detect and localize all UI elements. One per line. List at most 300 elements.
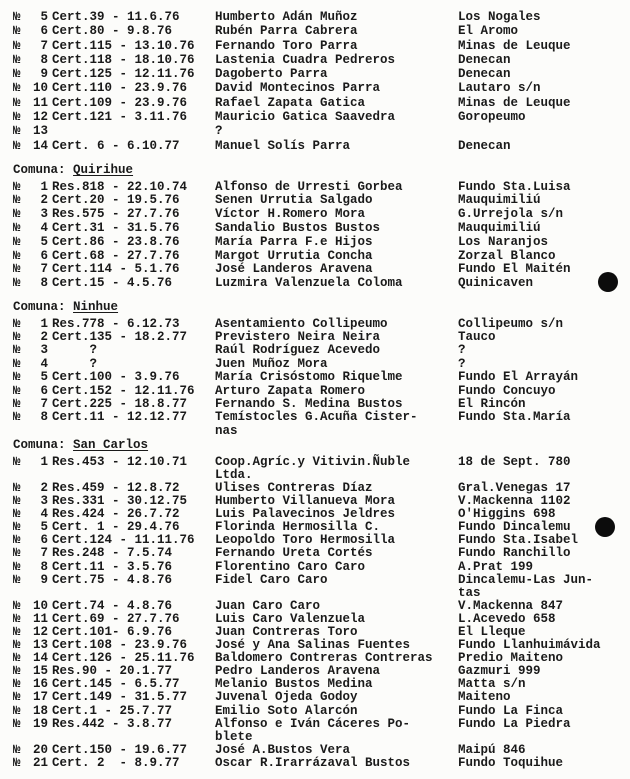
cert-reference: Res.778 - 6.12.73 (52, 316, 180, 331)
row-number-cell (13, 53, 52, 67)
comuna-section-quirihue (13, 164, 630, 291)
registry-row (13, 53, 630, 67)
location: ? (458, 343, 466, 358)
holder-name-cell (215, 208, 458, 222)
holder-name-cell (215, 757, 458, 770)
holder-name-cell (215, 222, 458, 236)
holder-name: Juvenal Ojeda Godoy (215, 690, 358, 705)
row-number-cell (13, 385, 52, 398)
cert-reference: Cert.68 - 27.7.76 (52, 248, 180, 263)
comuna-name: Ninhue (73, 299, 119, 314)
cert-reference: Cert.225 - 18.8.77 (52, 396, 188, 411)
holder-name: Emilio Soto Alarcón (215, 703, 358, 718)
row-number-cell (13, 318, 52, 331)
registry-row (13, 10, 630, 24)
row-number: 5 (40, 10, 48, 24)
location: Los Naranjos (458, 234, 549, 249)
location: Fundo La Finca (458, 703, 564, 718)
row-number-cell (13, 181, 52, 195)
row-number-cell (13, 39, 52, 53)
row-number: 2 (40, 480, 48, 495)
location: Fundo Dincalemu (458, 520, 571, 535)
numero-sign: № (13, 52, 21, 67)
row-number: 19 (32, 716, 48, 731)
holder-name: Temístocles G.Acuña Cister- (215, 410, 418, 425)
holder-name: Ltda. (215, 467, 253, 482)
location: Maiteno (458, 690, 511, 705)
registry-rows (13, 181, 630, 291)
registry-rows (13, 456, 630, 770)
registry-row (13, 124, 630, 138)
location-cell (458, 331, 630, 344)
numero-sign: № (13, 664, 21, 679)
location-cell (458, 222, 630, 236)
holder-name: Fernando Ureta Cortés (215, 546, 373, 561)
location-cell (458, 139, 630, 153)
location: Denecan (458, 67, 511, 82)
registry-row (13, 718, 630, 744)
location-cell (458, 10, 630, 24)
location: Collipeumo s/n (458, 316, 564, 331)
numero-sign: № (13, 276, 21, 291)
location: El Rincón (458, 396, 526, 411)
location: Denecan (458, 52, 511, 67)
numero-sign: № (13, 677, 21, 692)
cert-reference: Cert.109 - 23.9.76 (52, 95, 188, 110)
registry-row (13, 358, 630, 371)
registry-row (13, 331, 630, 344)
cert-reference: Cert.74 - 4.8.76 (52, 598, 173, 613)
numero-sign: № (13, 611, 21, 626)
location-cell (458, 358, 630, 371)
location: Minas de Leuque (458, 95, 571, 110)
holder-name: Alfonso de Urresti Gorbea (215, 179, 403, 194)
registry-row (13, 67, 630, 81)
location: V.Mackenna 1102 (458, 494, 571, 509)
registry-row (13, 691, 630, 704)
cert-reference: Cert.114 - 5.1.76 (52, 262, 180, 277)
row-number: 4 (40, 356, 48, 371)
numero-sign: № (13, 329, 21, 344)
registry-row (13, 411, 630, 438)
row-number: 10 (32, 598, 48, 613)
row-number: 13 (32, 124, 48, 139)
row-number-cell (13, 705, 52, 718)
cert-reference: Cert.150 - 19.6.77 (52, 742, 188, 757)
location: L.Acevedo 658 (458, 611, 556, 626)
row-number-cell (13, 456, 52, 469)
cert-reference: Cert.100 - 3.9.76 (52, 370, 180, 385)
cert-reference: Res.248 - 7.5.74 (52, 546, 173, 561)
registry-row (13, 81, 630, 95)
holder-name: Leopoldo Toro Hermosilla (215, 533, 396, 548)
holder-name: Fidel Caro Caro (215, 572, 328, 587)
holder-name: Ulises Contreras Díaz (215, 480, 373, 495)
numero-sign: № (13, 546, 21, 561)
location: Fundo Llanhuimávida (458, 638, 601, 653)
cert-reference: Cert.101- 6.9.76 (52, 625, 173, 639)
location-cell (458, 67, 630, 81)
row-number-cell (13, 263, 52, 277)
location: Lautaro s/n (458, 81, 541, 96)
numero-sign: № (13, 480, 21, 495)
holder-name: Margot Urrutia Concha (215, 248, 373, 263)
row-number: 18 (32, 703, 48, 718)
registry-row (13, 705, 630, 718)
numero-sign: № (13, 67, 21, 82)
holder-name: Juan Contreras Toro (215, 625, 358, 639)
row-number: 7 (40, 396, 48, 411)
holder-name-cell (215, 24, 458, 38)
holder-name: Víctor H.Romero Mora (215, 207, 366, 222)
cert-reference: ? (52, 343, 98, 358)
holder-name: María Parra F.e Hijos (215, 234, 373, 249)
row-number: 14 (32, 138, 48, 153)
location: Matta s/n (458, 677, 526, 692)
holder-name: Luis Caro Valenzuela (215, 611, 366, 626)
numero-sign: № (13, 625, 21, 639)
numero-sign: № (13, 454, 21, 469)
cert-reference: Cert.115 - 13.10.76 (52, 38, 195, 53)
row-number: 7 (40, 262, 48, 277)
holder-name-cell (215, 371, 458, 384)
numero-sign: № (13, 38, 21, 53)
comuna-header (13, 301, 630, 315)
cert-reference: Cert.75 - 4.8.76 (52, 572, 173, 587)
holder-name: Luzmira Valenzuela Coloma (215, 276, 403, 291)
holder-name: Melanio Bustos Medina (215, 677, 373, 692)
location-cell (458, 318, 630, 331)
location: 18 de Sept. 780 (458, 454, 571, 469)
location: Mauquimiliú (458, 220, 541, 235)
cert-reference: Res.442 - 3.8.77 (52, 716, 173, 731)
registry-row (13, 110, 630, 124)
cert-reference: Cert.1 - 25.7.77 (52, 703, 173, 718)
holder-name-cell (215, 263, 458, 277)
row-number: 21 (32, 755, 48, 770)
comuna-section-san-carlos (13, 439, 630, 770)
numero-sign: № (13, 651, 21, 666)
registry-row (13, 24, 630, 38)
cert-reference: Cert.145 - 6.5.77 (52, 677, 180, 692)
row-number: 1 (40, 316, 48, 331)
holder-name: blete (215, 729, 253, 744)
location-cell (458, 705, 630, 718)
row-number-cell (13, 110, 52, 124)
location-cell (458, 96, 630, 110)
row-number: 16 (32, 677, 48, 692)
holder-name-cell (215, 456, 458, 482)
cert-reference: Cert.69 - 27.7.76 (52, 611, 180, 626)
comuna-name: San Carlos (73, 438, 149, 453)
holder-name: Fernando S. Medina Bustos (215, 396, 403, 411)
holder-name: Florentino Caro Caro (215, 559, 366, 574)
numero-sign: № (13, 10, 21, 24)
holder-name-cell (215, 385, 458, 398)
registry-row (13, 744, 630, 757)
holder-name: nas (215, 423, 238, 438)
holder-name-cell (215, 600, 458, 613)
location: Los Nogales (458, 10, 541, 24)
holder-name: Sandalio Bustos Bustos (215, 220, 381, 235)
registry-row (13, 139, 630, 153)
row-number-cell (13, 561, 52, 574)
holder-name: Arturo Zapata Romero (215, 383, 366, 398)
spacer (66, 163, 74, 177)
row-number: 6 (40, 533, 48, 548)
location-cell (458, 194, 630, 208)
holder-name: Humberto Villanueva Mora (215, 494, 396, 509)
holder-name-cell (215, 277, 458, 291)
row-number-cell (13, 208, 52, 222)
holder-name-cell (215, 318, 458, 331)
ink-dot (595, 517, 615, 537)
row-number: 1 (40, 454, 48, 469)
cert-reference: Res.331 - 30.12.75 (52, 494, 188, 509)
holder-name: Dagoberto Parra (215, 67, 328, 82)
holder-name: Humberto Adán Muñoz (215, 10, 358, 24)
holder-name: Oscar R.Irarrázaval Bustos (215, 755, 411, 770)
location: Fundo Sta.María (458, 410, 571, 425)
row-number-cell (13, 81, 52, 95)
registry-row (13, 39, 630, 53)
numero-sign: № (13, 343, 21, 358)
holder-name-cell (215, 110, 458, 124)
holder-name-cell (215, 744, 458, 757)
cert-reference: Cert. 2 - 8.9.77 (52, 755, 180, 770)
row-number: 15 (32, 664, 48, 679)
holder-name-cell (215, 705, 458, 718)
row-number-cell (13, 331, 52, 344)
row-number: 9 (40, 572, 48, 587)
row-number: 6 (40, 24, 48, 39)
spacer (66, 300, 74, 314)
location: Fundo Ranchillo (458, 546, 571, 561)
row-number-cell (13, 358, 52, 371)
numero-sign: № (13, 356, 21, 371)
location-cell (458, 81, 630, 95)
holder-name-cell (215, 124, 458, 138)
cert-reference: Cert.125 - 12.11.76 (52, 67, 195, 82)
location: Fundo El Maitén (458, 262, 571, 277)
row-number: 5 (40, 234, 48, 249)
registry-row (13, 208, 630, 222)
row-number-cell (13, 139, 52, 153)
numero-sign: № (13, 179, 21, 194)
holder-name-cell (215, 96, 458, 110)
location: Zorzal Blanco (458, 248, 556, 263)
location: Dincalemu-Las Jun- (458, 572, 594, 587)
row-number: 14 (32, 651, 48, 666)
cert-reference: Res.453 - 12.10.71 (52, 454, 188, 469)
holder-name: Raúl Rodríguez Acevedo (215, 343, 381, 358)
registry-row (13, 385, 630, 398)
row-number-cell (13, 398, 52, 411)
row-number-cell (13, 344, 52, 357)
row-number: 3 (40, 207, 48, 222)
comuna-section-ninhue (13, 301, 630, 438)
cert-reference: Cert.126 - 25.11.76 (52, 651, 195, 666)
row-number-cell (13, 744, 52, 757)
row-number: 12 (32, 110, 48, 125)
holder-name: Rafael Zapata Gatica (215, 95, 366, 110)
location-cell (458, 371, 630, 384)
row-number: 2 (40, 329, 48, 344)
holder-name: Asentamiento Collipeumo (215, 316, 388, 331)
comuna-name: Quirihue (73, 162, 134, 177)
location-cell (458, 718, 630, 731)
location: Quinicaven (458, 276, 534, 291)
registry-row (13, 277, 630, 291)
row-number: 12 (32, 625, 48, 639)
cert-reference: Cert.20 - 19.5.76 (52, 193, 180, 208)
holder-name-cell (215, 547, 458, 560)
comuna-label: Comuna: (13, 438, 66, 453)
cert-reference: Cert.149 - 31.5.77 (52, 690, 188, 705)
row-number-cell (13, 194, 52, 208)
registry-row (13, 181, 630, 195)
row-number: 5 (40, 370, 48, 385)
holder-name: Fernando Toro Parra (215, 38, 358, 53)
numero-sign: № (13, 396, 21, 411)
holder-name-cell (215, 67, 458, 81)
holder-name-cell (215, 194, 458, 208)
numero-sign: № (13, 755, 21, 770)
holder-name: Pedro Landeros Aravena (215, 664, 381, 679)
cert-reference: Res.90 - 20.1.77 (52, 664, 173, 679)
row-number-cell (13, 411, 52, 424)
numero-sign: № (13, 598, 21, 613)
location-cell (458, 744, 630, 757)
numero-sign: № (13, 138, 21, 153)
holder-name: Lastenia Cuadra Pedreros (215, 52, 396, 67)
location: Fundo El Arrayán (458, 370, 579, 385)
location-cell (458, 547, 630, 560)
location: Gazmuri 999 (458, 664, 541, 679)
registry-row (13, 263, 630, 277)
cert-reference: Res.575 - 27.7.76 (52, 207, 180, 222)
cert-reference: Cert.152 - 12.11.76 (52, 383, 195, 398)
holder-name-cell (215, 39, 458, 53)
row-number: 7 (40, 38, 48, 53)
row-number-cell (13, 371, 52, 384)
location-cell (458, 385, 630, 398)
numero-sign: № (13, 248, 21, 263)
holder-name-cell (215, 181, 458, 195)
numero-sign: № (13, 24, 21, 39)
holder-name: Coop.Agríc.y Vitivin.Ñuble (215, 454, 411, 469)
location-cell (458, 398, 630, 411)
holder-name: Rubén Parra Cabrera (215, 24, 358, 39)
location-cell (458, 250, 630, 264)
location: V.Mackenna 847 (458, 598, 564, 613)
registry-row (13, 561, 630, 574)
registry-row (13, 318, 630, 331)
holder-name: José y Ana Salinas Fuentes (215, 638, 411, 653)
registry-row (13, 344, 630, 357)
row-number: 4 (40, 507, 48, 522)
row-number: 4 (40, 220, 48, 235)
cert-reference: Cert. 6 - 6.10.77 (52, 138, 180, 153)
location: Fundo Sta.Luisa (458, 179, 571, 194)
numero-sign: № (13, 220, 21, 235)
holder-name: Manuel Solís Parra (215, 138, 351, 153)
location: O'Higgins 698 (458, 507, 556, 522)
numero-sign: № (13, 520, 21, 535)
cert-reference: Cert.121 - 3.11.76 (52, 110, 188, 125)
location: ? (458, 356, 466, 371)
location-cell (458, 236, 630, 250)
holder-name-cell (215, 236, 458, 250)
row-number: 17 (32, 690, 48, 705)
numero-sign: № (13, 559, 21, 574)
registry-rows (13, 318, 630, 439)
cert-reference: Res.459 - 12.8.72 (52, 480, 180, 495)
numero-sign: № (13, 316, 21, 331)
numero-sign: № (13, 638, 21, 653)
row-number: 11 (32, 611, 48, 626)
numero-sign: № (13, 533, 21, 548)
location: Goropeumo (458, 110, 526, 125)
numero-sign: № (13, 81, 21, 96)
location: Gral.Venegas 17 (458, 480, 571, 495)
location: tas (458, 585, 481, 600)
registry-row (13, 456, 630, 482)
holder-name-cell (215, 53, 458, 67)
location: Mauquimiliú (458, 193, 541, 208)
row-number-cell (13, 236, 52, 250)
location-cell (458, 110, 630, 124)
row-number-cell (13, 547, 52, 560)
row-number: 7 (40, 546, 48, 561)
location-cell (458, 757, 630, 770)
holder-name: Florinda Hermosilla C. (215, 520, 381, 535)
holder-name: Juen Muñoz Mora (215, 356, 328, 371)
numero-sign: № (13, 110, 21, 125)
row-number-cell (13, 67, 52, 81)
numero-sign: № (13, 262, 21, 277)
comuna-header (13, 164, 630, 178)
numero-sign: № (13, 95, 21, 110)
cert-reference: Res.424 - 26.7.72 (52, 507, 180, 522)
registry-row (13, 600, 630, 613)
holder-name: Previstero Neira Neira (215, 329, 381, 344)
location-cell (458, 39, 630, 53)
location: El Lleque (458, 625, 526, 639)
numero-sign: № (13, 690, 21, 705)
row-number: 6 (40, 248, 48, 263)
row-number: 8 (40, 410, 48, 425)
row-number: 5 (40, 520, 48, 535)
row-number-cell (13, 600, 52, 613)
cert-reference: Cert.124 - 11.11.76 (52, 533, 195, 548)
holder-name: Baldomero Contreras Contreras (215, 651, 433, 666)
holder-name-cell (215, 574, 458, 587)
registry-row (13, 757, 630, 770)
location: Maipú 846 (458, 742, 526, 757)
numero-sign: № (13, 234, 21, 249)
comuna-label: Comuna: (13, 162, 66, 177)
spacer (66, 438, 74, 452)
location-cell (458, 411, 630, 424)
holder-name-cell (215, 411, 458, 438)
location-cell (458, 24, 630, 38)
holder-name-cell (215, 10, 458, 24)
location: A.Prat 199 (458, 559, 534, 574)
comuna-header (13, 439, 630, 453)
holder-name-cell (215, 344, 458, 357)
row-number-cell (13, 691, 52, 704)
